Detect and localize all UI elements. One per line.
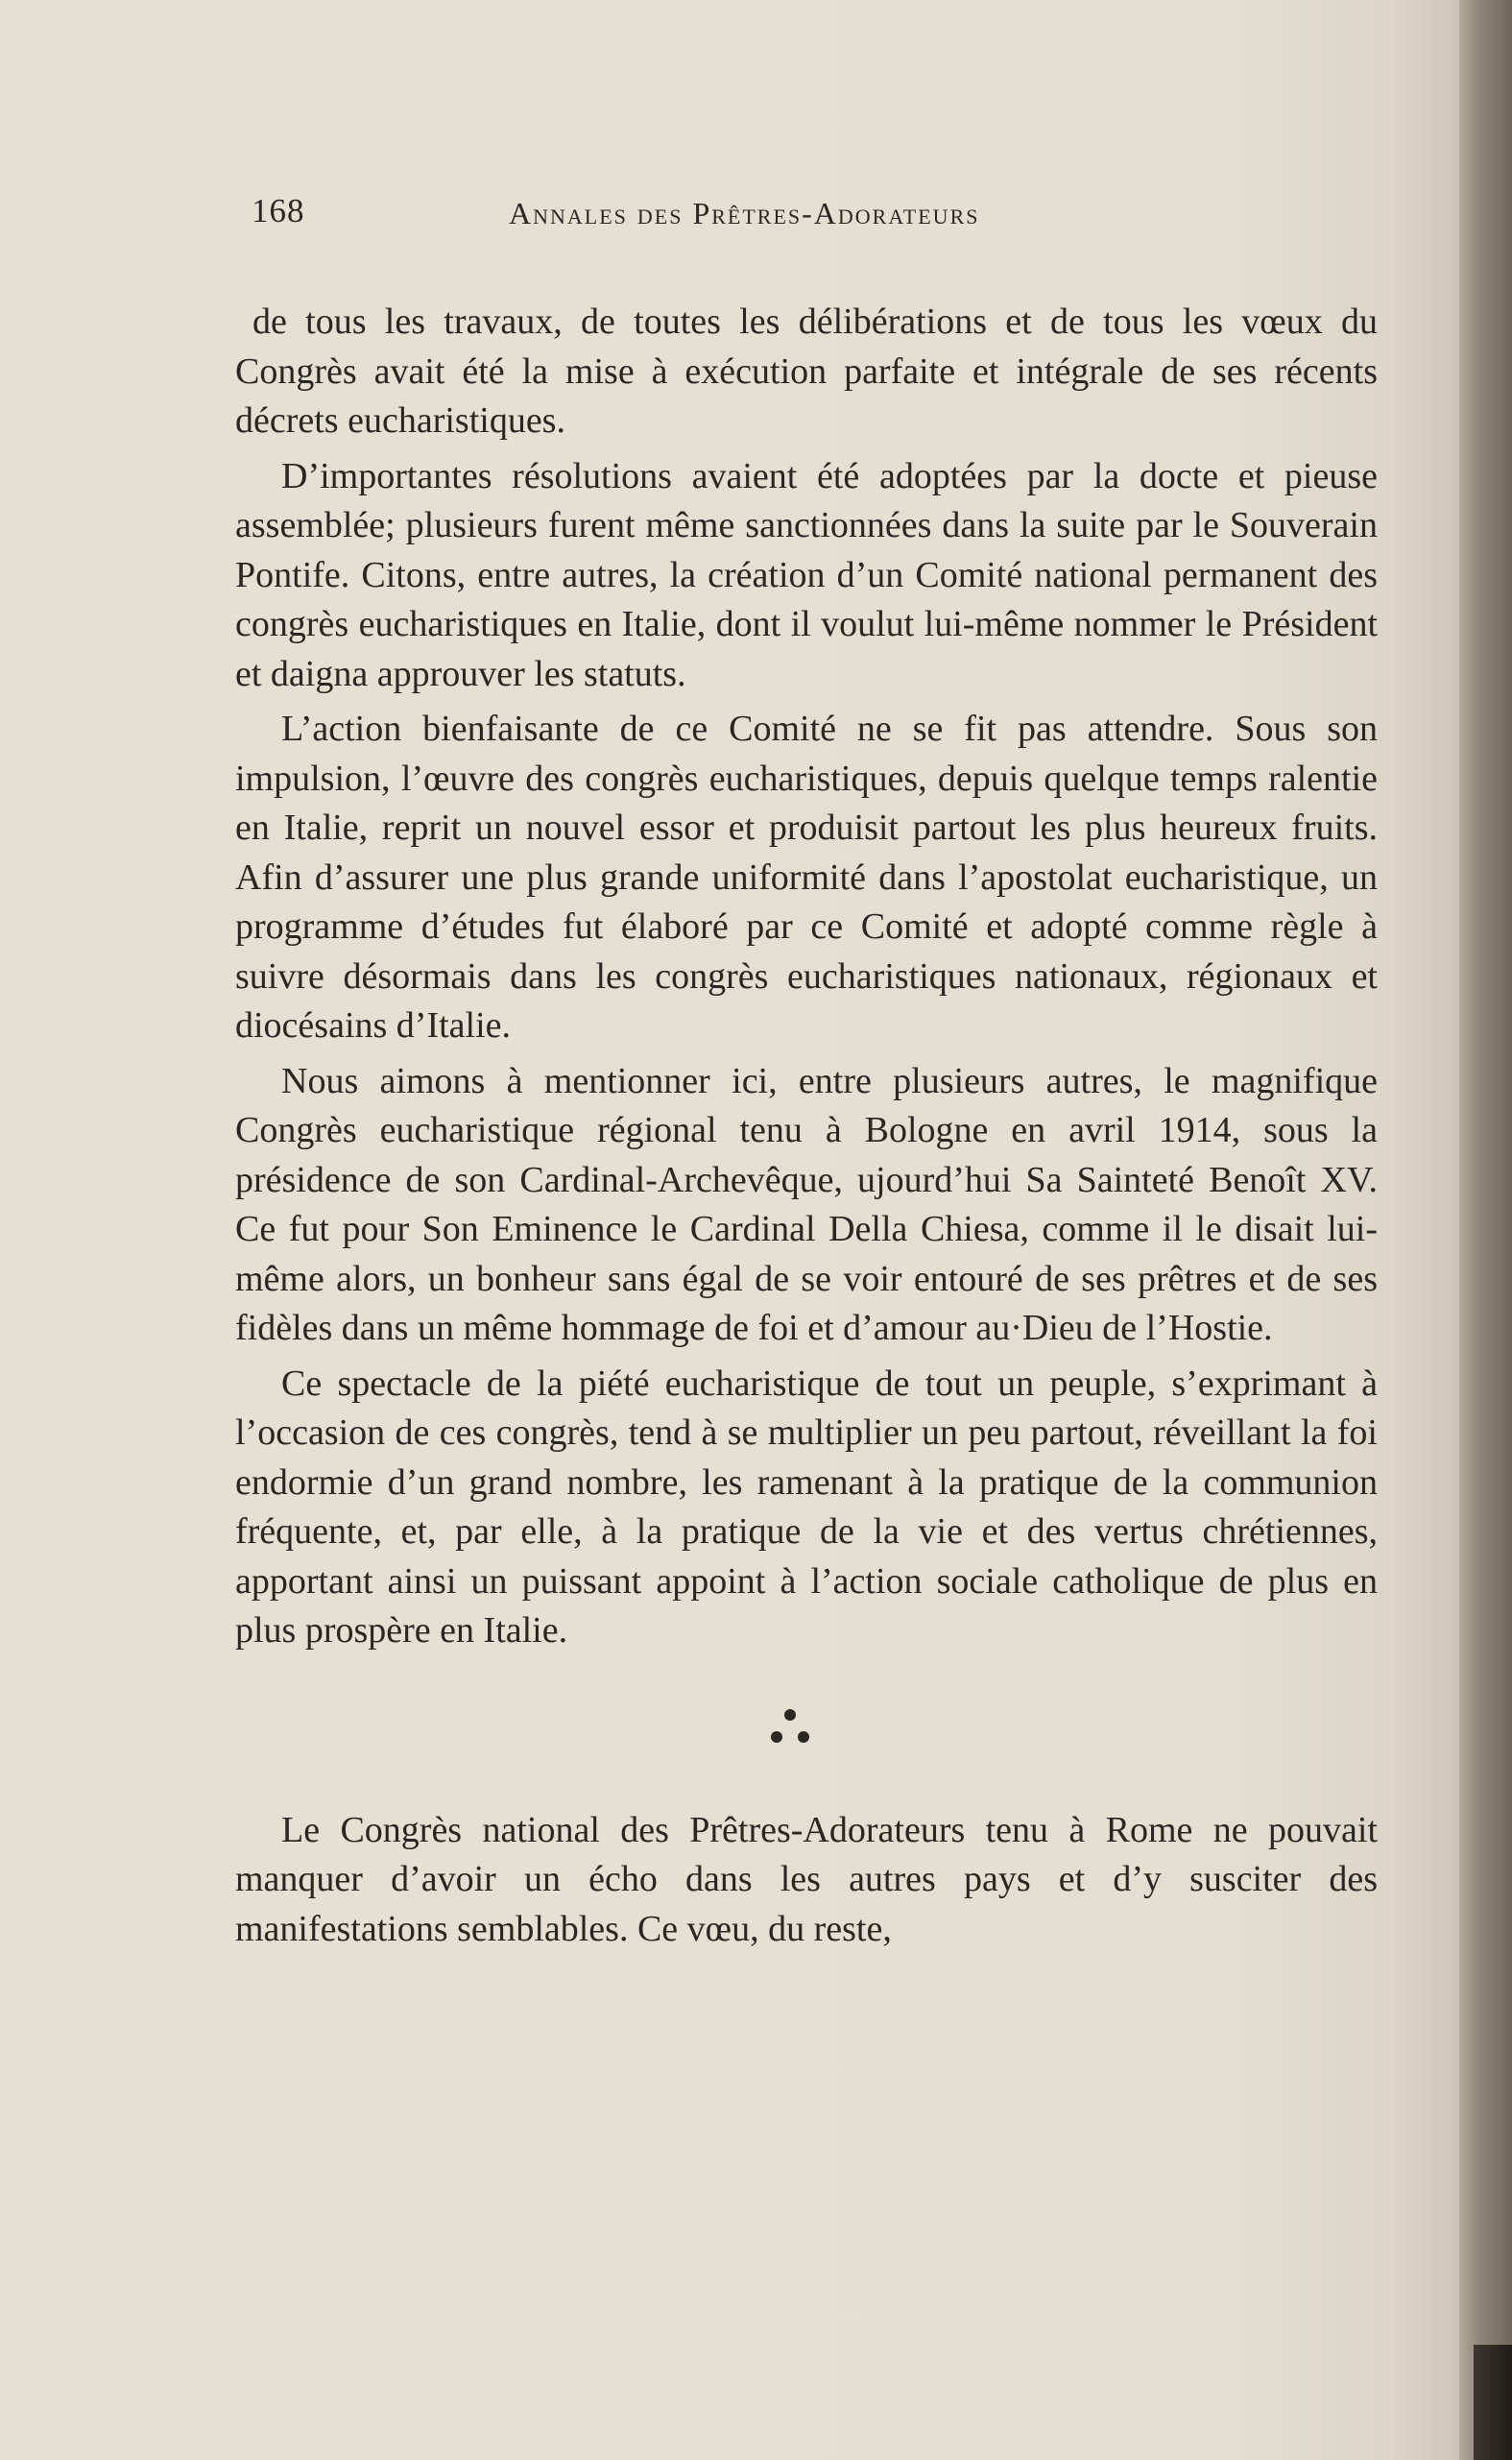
section-divider	[235, 1662, 1378, 1806]
paragraph: D’importantes résolutions avaient été adoptées par la docte et pieuse assemblée; plusieurs furent même sanctionnées dans la suite par le Souverain Pontife. Citons, entre autres, la création d’un Comité national permanent des congrès eucharistiques en Italie, dont il voulut lui-même nommer le Président et daigna approuver les statuts.	[235, 455, 1378, 694]
paragraph: Le Congrès national des Prêtres-Adorateurs tenu à Rome ne pouvait manquer d’avoir un écho dans les autres pays et d’y susciter des manifestations semblables. Ce vœu, du reste,	[235, 1809, 1378, 1949]
book-binding-shadow	[1459, 0, 1512, 2460]
page-body	[235, 298, 1378, 1960]
paragraph: de tous les travaux, de toutes les délibérations et de tous les vœux du Congrès avait été la mise à exécution parfaite et intégrale de ses récents décrets eucharistiques.	[235, 301, 1378, 441]
page-header	[252, 192, 1384, 240]
paragraph: L’action bienfaisante de ce Comité ne se fit pas attendre. Sous son impulsion, l’œuvre des congrès eucharistiques, depuis quelque temps ralentie en Italie, reprit un nouvel essor et produisit partout les plus heureux fruits. Afin d’assurer une plus grande uniformité dans l’apostolat eucharistique, un programme d’études fut élaboré par ce Comité et adopté comme règle à suivre désormais dans les congrès eucharistiques nationaux, régionaux et diocésains d’Italie.	[235, 709, 1378, 1046]
asterism-icon	[761, 1700, 819, 1758]
paragraph: Nous aimons à mentionner ici, entre plusieurs autres, le magnifique Congrès eucharistique régional tenu à Bologne en avril 1914, sous la présidence de son Cardinal-Archevêque, ujourd’hui Sa Sainteté Benoît XV. Ce fut pour Son Eminence le Cardinal Della Chiesa, comme il le disait lui-même alors, un bonheur sans égal de se voir entouré de ses prêtres et de ses fidèles dans un même hommage de foi et d’amour au·Dieu de l’Hostie.	[235, 1060, 1378, 1348]
page-number: 168	[252, 192, 305, 229]
running-title: Annales des Prêtres-Adorateurs	[509, 196, 980, 230]
paragraph: Ce spectacle de la piété eucharistique de tout un peuple, s’exprimant à l’occasion de ces congrès, tend à se multiplier un peu partout, réveillant la foi endormie d’un grand nombre, les ramenant à la pratique de la communion fréquente, et, par elle, à la pratique de la vie et des vertus chrétiennes, apportant ainsi un puissant appoint à l’action sociale catholique de plus en plus prospère en Italie.	[235, 1363, 1378, 1651]
spine-edge	[1474, 2345, 1512, 2460]
